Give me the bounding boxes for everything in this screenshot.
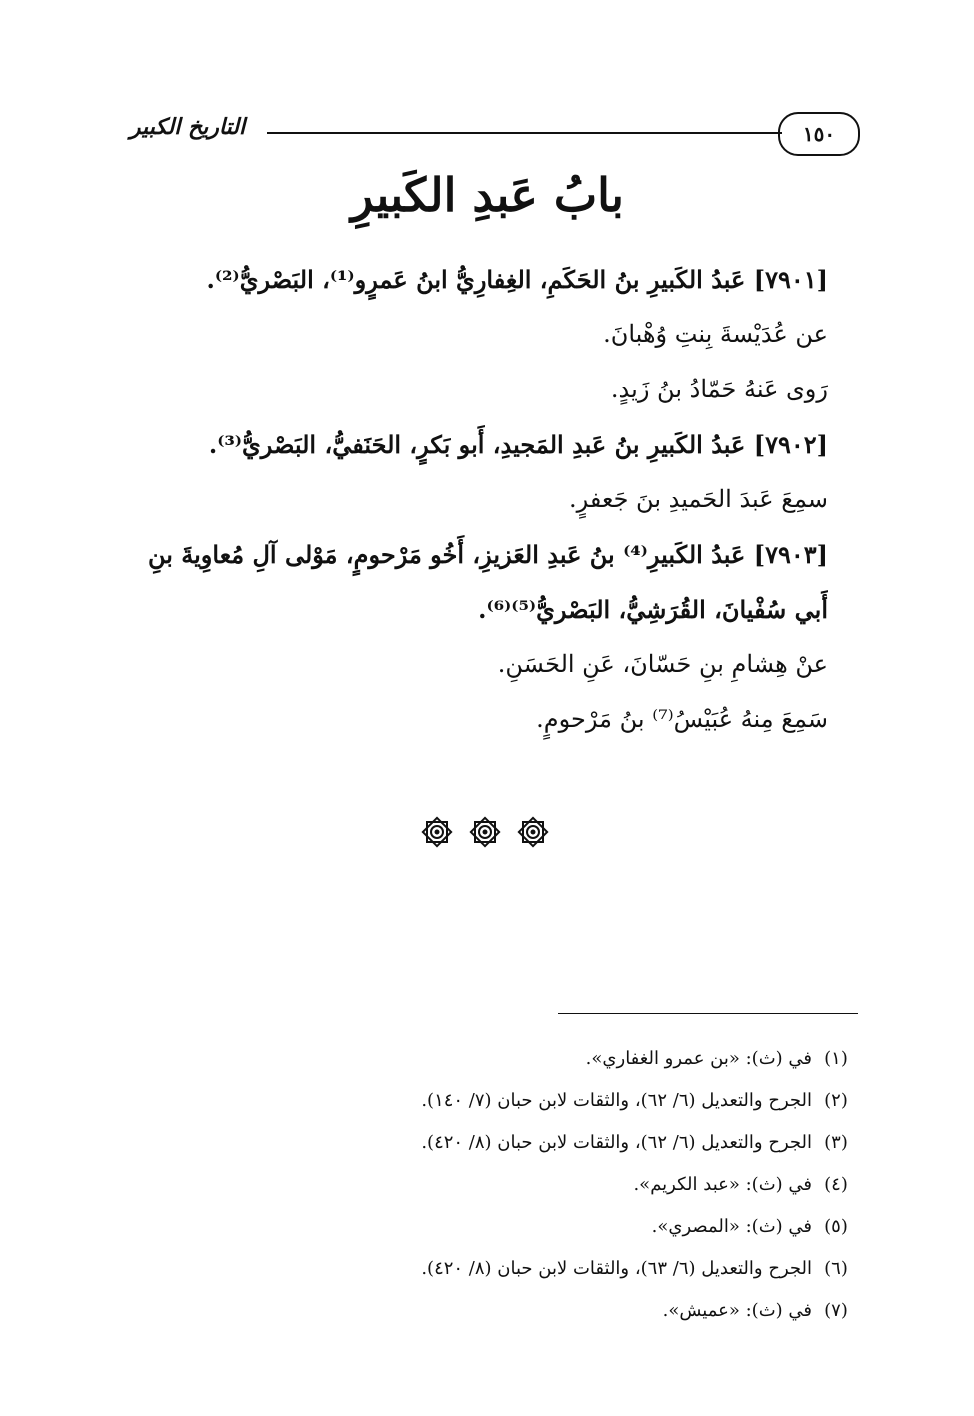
entry-7902-heading: [٧٩٠٢] عَبدُ الكَبيرِ بنُ عَبدِ المَجيدِ، أَبو بَكرٍ، الحَنَفيُّ، البَصْريُّ⁽³⁾. — [208, 430, 828, 459]
entry-7903-heading-cont: أَبي سُفْيانَ، القُرَشِيُّ، البَصْريُّ⁽⁵⁾⁽⁶⁾. — [478, 595, 828, 624]
rosette-ornament-icon — [420, 815, 454, 849]
footnote-number: (٣) — [824, 1132, 848, 1153]
footnote-item — [320, 1164, 860, 1206]
footnote-text: الجرح والتعديل (٦/ ٦٣)، والثقات لابن حبان (٨/ ٤٢٠). — [421, 1258, 812, 1279]
footnotes — [320, 1038, 860, 1332]
footnote-number: (١) — [824, 1048, 848, 1069]
footnote-number: (٧) — [824, 1300, 848, 1321]
entry-7902-heard-from: سمِعَ عَبدَ الحَميدِ بنَ جَعفرٍ. — [569, 485, 828, 513]
entry-7901-heading: [٧٩٠١] عَبدُ الكَبيرِ بنُ الحَكَمِ، الغِفارِيُّ ابنُ عَمرٍو⁽¹⁾، البَصْريُّ⁽²⁾. — [206, 265, 828, 294]
header-rule — [267, 132, 782, 134]
footnote-text: في (ث): «عميش». — [662, 1300, 812, 1321]
footnote-number: (٥) — [824, 1216, 848, 1237]
footnote-number: (٦) — [824, 1258, 848, 1279]
footnote-item — [320, 1122, 860, 1164]
footnote-text: في (ث): «عبد الكريم». — [633, 1174, 812, 1195]
entry-7903-heard-by: سَمِعَ مِنهُ عُبَيْسُ⁽⁷⁾ بنُ مَرْحومٍ. — [536, 705, 828, 733]
running-title: التاريخ الكبير — [129, 114, 246, 140]
main-text — [110, 252, 828, 747]
entry-7903-heading: [٧٩٠٣] عَبدُ الكَبيرِ⁽⁴⁾ بنُ عَبدِ العَزيزِ، أَخُو مَرْحومٍ، مَوْلى آلِ مُعاوِيةَ بنِ — [147, 540, 828, 569]
footnote-item — [320, 1080, 860, 1122]
footnote-text: الجرح والتعديل (٦/ ٦٢)، والثقات لابن حبان (٨/ ٤٢٠). — [421, 1132, 812, 1153]
page-header — [115, 112, 860, 156]
footnote-text: في (ث): «بن عمرو الغفاري». — [585, 1048, 812, 1069]
footnote-text: في (ث): «المصري». — [651, 1216, 812, 1237]
section-divider — [420, 815, 550, 849]
entry-7901-narrated-by: رَوى عَنهُ حَمّادُ بنُ زَيدٍ. — [610, 375, 828, 403]
entry-7901-narrated-from: عن عُدَيْسةَ بِنتِ وُهْبانَ. — [603, 320, 828, 348]
footnote-item — [320, 1290, 860, 1332]
footnote-item — [320, 1038, 860, 1080]
entry-7903-narrated-from: عنْ هِشامِ بنِ حَسّانَ، عَنِ الحَسَنِ. — [497, 650, 828, 678]
footnote-number: (٢) — [824, 1090, 848, 1111]
page-number: ١٥٠ — [778, 112, 860, 156]
footnote-separator — [558, 1013, 858, 1014]
rosette-ornament-icon — [516, 815, 550, 849]
footnote-number: (٤) — [824, 1174, 848, 1195]
footnote-item — [320, 1248, 860, 1290]
rosette-ornament-icon — [468, 815, 502, 849]
chapter-title: بابُ عَبدِ الكَبيرِ — [351, 168, 624, 222]
footnote-item — [320, 1206, 860, 1248]
footnote-text: الجرح والتعديل (٦/ ٦٢)، والثقات لابن حبان (٧/ ١٤٠). — [421, 1090, 812, 1111]
